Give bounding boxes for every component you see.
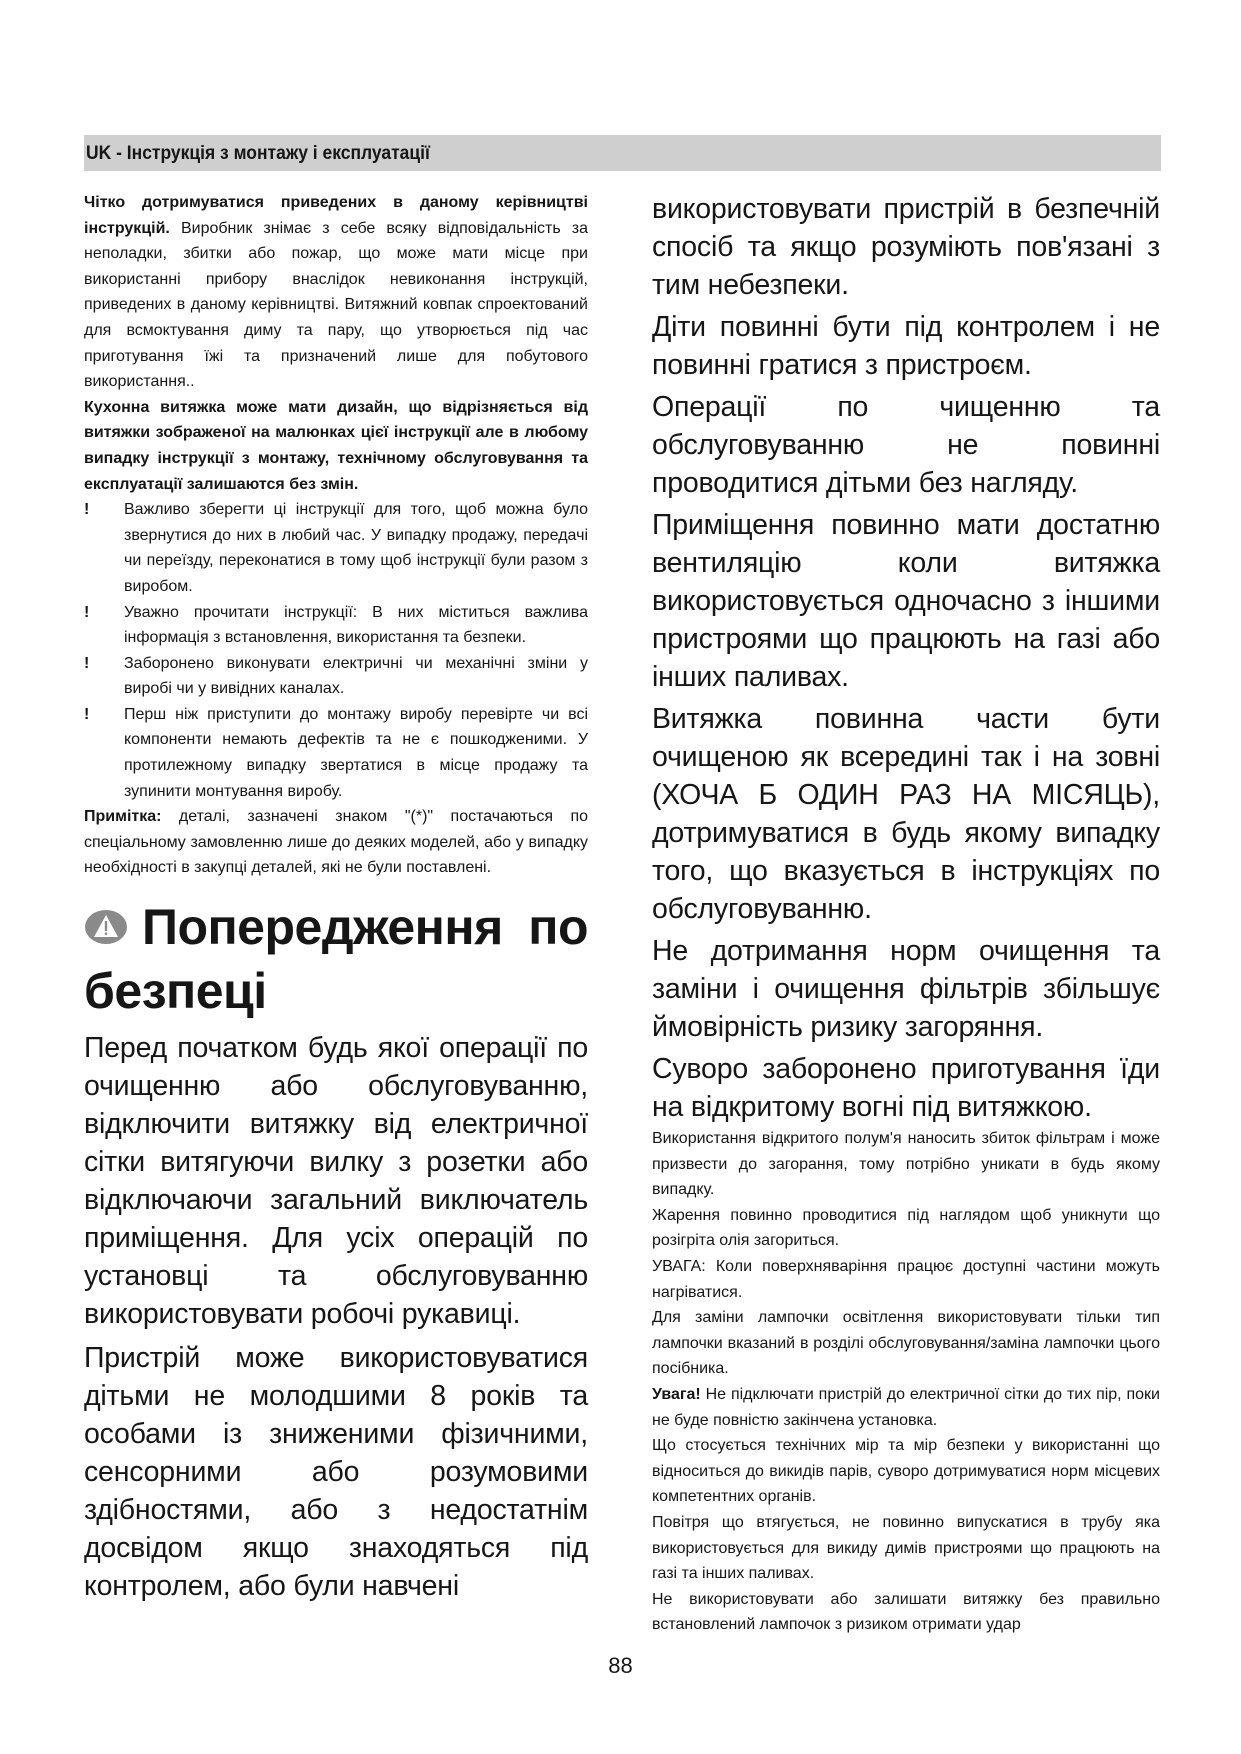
right-paragraph-6: Не дотримання норм очищення та заміни і очищення фільтрів збільшує ймовірність ризику загоряння. [652, 935, 1160, 1043]
list-item: ! Важливо зберегти ці інструкції для того, щоб можна було звернутися до них в любий час. У випадку продажу, передачі чи переїзду, переконатися в тому щоб інструкції були разом з виробом. [84, 497, 588, 599]
list-item: ! Уважно прочитати інструкції: В них міститься важлива інформація з встановлення, використання та безпеки. [84, 600, 588, 651]
right-column [652, 190, 1160, 1638]
right-small-8: Не використовувати або залишати витяжку без правильно встановлений лампочок з ризиком отримати удар [652, 1590, 1160, 1634]
intro-bold-lead: Чітко дотримуватися приведених в даному керівництві інструкцій. [84, 194, 588, 237]
notes-list [84, 497, 588, 804]
right-paragraph-2: Діти повинні бути під контролем і не повинні гратися з пристроєм. [652, 311, 1160, 381]
right-small-3: УВАГА: Коли поверхняваріння працює доступні частини можуть нагріватися. [652, 1257, 1160, 1301]
list-item: ! Заборонено виконувати електричні чи механічні зміни у виробі чи у вивідних каналах. [84, 651, 588, 702]
right-paragraph-7: Суворо заборонено приготування їди на відкритому вогні під витяжкою. [652, 1053, 1160, 1123]
right-paragraph-5: Витяжка повинна части бути очищеною як всередині так і на зовні (ХОЧА Б ОДИН РАЗ НА МІСЯЦЬ), дотримуватися в будь якому випадку того, що вказується в інструкціях по обслуговуванню. [652, 703, 1160, 925]
right-small-1: Використання відкритого полум'я наносить збиток фільтрам і може призвести до загорання, тому потрібно уникати в будь якому випадку. [652, 1130, 1160, 1199]
exclamation-icon: ! [84, 603, 90, 621]
safety-paragraph-1: Перед початком будь якої операції по очищенню або обслуговуванню, відключити витяжку від електричної сітки витягуючи вилку з розетки або відключаючи загальний виключатель приміщення. Для усіх операцій по установці та обслуговуванню використовувати робочі рукавиці. [84, 1032, 588, 1331]
note-label: Примітка: [84, 808, 162, 826]
right-small-6: Що стосується технічних мір та мір безпеки у використанні що відноситься до викидів парів, суворо дотримуватися норм місцевих компетентних органів. [652, 1437, 1160, 1506]
right-small-7: Повітря що втягується, не повинно випускатися в трубу яка використовується для викиду димів пристроями що працюють на газі та інших паливах. [652, 1513, 1160, 1583]
intro-paragraph-1 [84, 190, 588, 395]
parts-note: Примітка: деталі, зазначені знаком "(*)" постачаються по спеціальному замовленню лише до деяких моделей, або у випадку необхідності в закупці деталей, які не були поставлені. [84, 808, 588, 877]
list-item: ! Перш ніж приступити до монтажу виробу перевірте чи всі компоненти немають дефектів та не є пошкодженими. У протилежному випадку звертатися в місце продажу та зупинити монтування виробу. [84, 702, 588, 804]
right-small-2: Жарення повинно проводитися під наглядом щоб уникнути що розігріта олія загориться. [652, 1206, 1160, 1250]
exclamation-icon: ! [84, 705, 90, 723]
section-header-title: UK - Інструкція з монтажу і експлуатації [86, 143, 430, 164]
page-title: Попередження по безпеці [84, 899, 588, 1020]
page-number: 88 [608, 1653, 633, 1678]
right-paragraph-4: Приміщення повинно мати достатню вентиляцію коли витяжка використовується одночасно з іншими пристроями що працюють на газі або інших паливах. [652, 509, 1160, 693]
section-header [84, 135, 1161, 171]
right-paragraph-3: Операції по чищенню та обслуговуванню не повинні проводитися дітьми без нагляду. [652, 391, 1160, 499]
right-small-5: Увага! Не підключати пристрій до електричної сітки до тих пір, поки не буде повністю закінчена установка. [652, 1385, 1160, 1429]
attention-label: Увага! [652, 1385, 701, 1403]
warning-triangle-icon [84, 909, 128, 945]
safety-paragraph-2: Пристрій може використовуватися дітьми не молодшими 8 років та особами із зниженими фізичними, сенсорними або розумовими здібностями, або з недостатнім досвідом якщо знаходяться під контролем, або були навчені [84, 1342, 588, 1603]
safety-heading [84, 895, 588, 1023]
intro-design-note: Кухонна витяжка може мати дизайн, що відрізняється від витяжки зображеної на малюнках цієї інструкції але в любому випадку інструкції з монтажу, технічному обслуговування та експлуатації залишаются без змін. [84, 398, 588, 493]
exclamation-icon: ! [84, 501, 90, 519]
exclamation-icon: ! [84, 654, 90, 672]
right-small-4: Для заміни лампочки освітлення використовувати тільки тип лампочки вказаний в розділі обслуговування/заміна лампочки цього посібника. [652, 1309, 1160, 1378]
intro-text: Виробник знімає з себе всяку відповідальність за неполадки, збитки або пожар, що може мати місце при використанні прибору внаслідок невиконання інструкцій, приведених в даному керівництві. Витяжний ковпак спроектований для всмоктування диму та пару, що утворюється під час приготування їжі та призначений лише для побутового використання.. [84, 219, 588, 391]
right-paragraph-1: використовувати пристрій в безпечній спосіб та якщо розуміють пов'язані з тим небезпеки. [652, 193, 1160, 301]
intro-paragraph-2 [84, 395, 588, 497]
left-column [84, 190, 588, 1605]
